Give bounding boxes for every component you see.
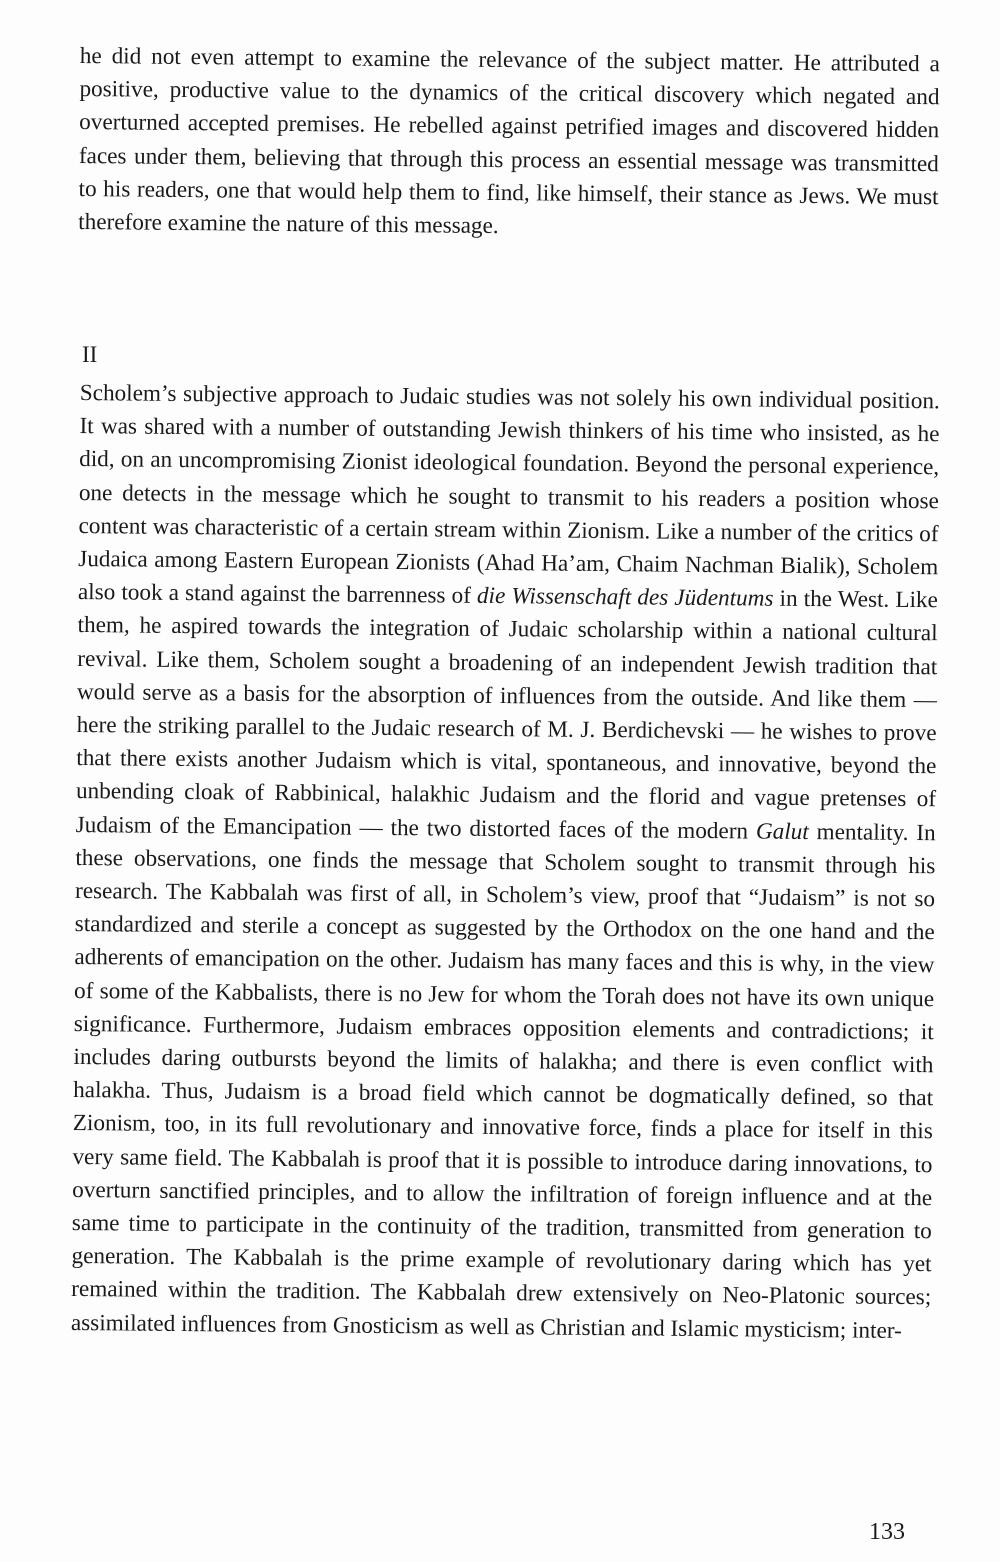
intro-paragraph: he did not even attempt to examine the relevance of the subject matter. He attributed a positive, productive value to the dynamics of the critical discovery which negated and overturned accepted premises. He rebelled against petrified images and discovered hidden faces under them, believing that through this process an essential message was transmitted to his readers, one that would help them to find, like himself, their stance as Jews. We must therefore examine the nature of this message. — [78, 42, 940, 240]
main-paragraph-part-1: Scholem’s subjective approach to Judaic studies was not solely his own individual position. It was shared with a number of outstanding Jewish thinkers of his time who insisted, as he did, on an uncompromising Zionist ideological foundation. Beyond the personal experience, one detects in the message which he sought to transmit to his readers a position whose content was characteristic of a certain stream within Zionism. Like a number of the critics of Judaica among Eastern European Zionists (Ahad Ha’am, Chaim Nachman Bialik), Scholem also took a stand against the barrenness of — [77, 379, 940, 610]
main-paragraph — [71, 377, 940, 1348]
intro-text-block — [78, 40, 940, 247]
italic-term-wissenschaft: die Wissenschaft des Jüdentums — [476, 583, 774, 612]
italic-term-galut: Galut — [755, 818, 809, 845]
main-paragraph-part-2: in the West. Like them, he aspired towards the integration of Judaic scholarship within a national cultural revival. Like them, Scholem sought a broadening of an independent Jewish tradition that would serve as a basis for the absorption of influences from the outside. And like them — here the striking parallel to the Judaic research of M. J. Berdichevski — he wishes to prove that there exists another Judaism which is vital, spontaneous, and innovative, beyond the unbending cloak of Rabbinical, halakhic Judaism and the florid and vague pretenses of Judaism of the Emancipation — the two distorted faces of the modern — [75, 585, 939, 845]
main-text-block — [71, 377, 940, 1348]
main-paragraph-part-3: mentality. In these observations, one finds the message that Scholem sought to transmit through his research. The Kabbalah was first of all, in Scholem’s view, proof that “Judaism” is not so standardized and sterile a concept as suggested by the Orthodox on the one hand and the adherents of emancipation on the other. Judaism has many faces and this is why, in the view of some of the Kabbalists, there is no Jew for whom the Torah does not have its own unique significance. Furthermore, Judaism embraces opposition elements and contradictions; it includes daring outbursts beyond the limits of halakha; and there is even conflict with halakha. Thus, Judaism is a broad field which cannot be dogmatically defined, so that Zionism, too, in its full revolutionary and innovative force, finds a place for itself in this very same field. The Kabbalah is proof that it is possible to introduce daring innovations, to overturn sanctified principles, and to allow the infiltration of foreign influence and at the same time to participate in the continuity of the tradition, transmitted from generation to generation. The Kabbalah is the prime example of revolutionary daring which has yet remained within the tradition. The Kabbalah drew extensively on Neo-Platonic sources; assimilated influences from Gnosticism as well as Christian and Islamic mysticism; inter- — [70, 818, 936, 1344]
section-heading: II — [82, 342, 98, 367]
page-number: 133 — [869, 1519, 905, 1545]
